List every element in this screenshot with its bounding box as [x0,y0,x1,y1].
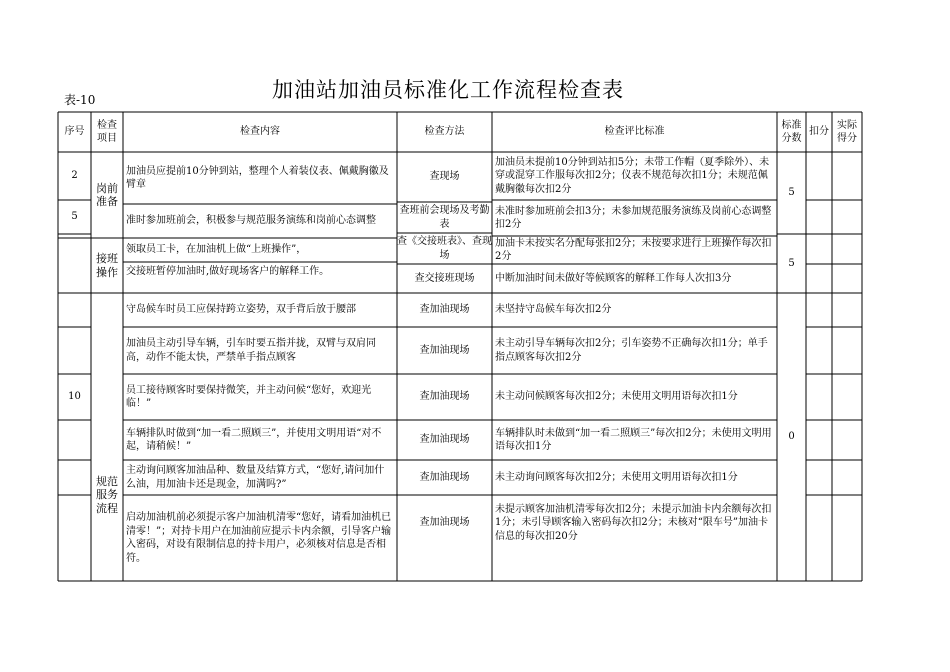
row-content: 车辆排队时做到“加一看二照顾三”，并使用文明用语“对不起，请稍候！” [126,427,382,452]
row-content: 加油员主动引导车辆，引车时要五指并拢，双臂与双肩同高，动作不能太快，严禁单手指点顾客 [126,338,376,363]
form-number: 表-10 [64,93,96,107]
row-method: 查现场 [429,171,460,183]
row-content: 启动加油机前必须提示客户加油机清零“您好，请看加油机已清零！”；对持卡用户在加油前应提示卡内余额，引导客户输入密码，对设有限制信息的持卡用户，必须核对信息是否相符。 [126,512,392,564]
row-content: 主动询问顾客加油品种、数量及结算方式，“您好,请问加什么油，用加油卡还是现金，加满吗?” [126,465,385,490]
row-method: 查加油现场 [419,304,470,316]
row-content: 领取员工卡，在加油机上做“上班操作”， [126,244,307,256]
row-content: 加油员应提前10分钟到站，整理个人着装仪表、佩戴胸徽及臂章 [126,165,389,190]
std-score-cell: 5 [788,187,795,199]
row-content: 准时参加班前会，积极参与规范服务演练和岗前心态调整 [126,215,376,227]
seq-cell: 10 [68,391,81,403]
row-method: 查加油现场 [419,517,470,529]
std-score-cell: 0 [788,431,795,443]
item-cell: 接班操作 [96,252,118,279]
row-criteria: 未主动问候顾客每次扣2分；未使用文明用语每次扣1分 [495,391,738,403]
row-criteria: 加油卡未按实名分配每张扣2分；未按要求进行上班操作每次扣2分 [495,237,772,262]
row-criteria: 车辆排队时未做到“加一看二照顾三”每次扣2分；未使用文明用语每次扣1分 [495,427,772,452]
row-criteria: 未准时参加班前会扣3分；未参加规范服务演练及岗前心态调整扣2分 [495,205,772,230]
std-score-cell: 5 [788,257,795,269]
item-cell: 岗前准备 [96,181,118,208]
header-content: 检查内容 [240,126,280,138]
row-method: 查班前会现场及考勤表 [399,205,490,230]
row-criteria: 未提示顾客加油机清零每次扣2分；未提示加油卡内余额每次扣1分；未引导顾客输入密码每次扣2分；未核对“限车号”加油卡信息的每次扣20分 [495,503,772,542]
header-criteria: 检查评比标准 [604,126,665,138]
row-method: 查加油现场 [419,344,470,356]
row-content: 交接班暂停加油时,做好现场客户的解释工作。 [126,266,330,278]
row-method: 查加油现场 [419,391,470,403]
row-criteria: 中断加油时间未做好等候顾客的解释工作每人次扣3分 [495,272,732,284]
row-content: 员工接待顾客时要保持微笑，并主动问候“您好，欢迎光临！” [126,384,372,409]
page-title: 加油站加油员标准化工作流程检查表 [272,78,624,102]
row-method: 查加油现场 [419,471,470,483]
header-actual: 实际得分 [837,119,857,144]
seq-cell: 2 [71,170,78,182]
header-seq: 序号 [64,126,85,138]
row-method: 查《交接班表》、查现场 [397,236,492,261]
row-method: 查交接班现场 [414,272,475,284]
header-std-score: 标准分数 [781,119,802,144]
header-item: 检查项目 [97,119,117,144]
seq-cell: 5 [71,211,78,223]
header-method: 检查方法 [424,126,465,138]
row-criteria: 未主动引导车辆每次扣2分；引车姿势不正确每次扣1分；单手指点顾客每次扣2分 [495,338,768,363]
row-criteria: 未主动询问顾客每次扣2分；未使用文明用语每次扣1分 [495,471,738,483]
row-method: 查加油现场 [419,434,470,446]
row-criteria: 加油员未提前10分钟到站扣5分；未带工作帽（夏季除外）、未穿或混穿工作服每次扣2分；仪表不规范每次扣1分；未规范佩戴胸徽每次扣2分 [495,156,770,195]
row-criteria: 未坚持守岛候车每次扣2分 [495,304,612,316]
row-content: 守岛候车时员工应保持跨立姿势，双手背后放于腰部 [126,304,356,316]
item-cell: 规范服务流程 [96,474,118,515]
header-deduct: 扣分 [809,126,829,138]
